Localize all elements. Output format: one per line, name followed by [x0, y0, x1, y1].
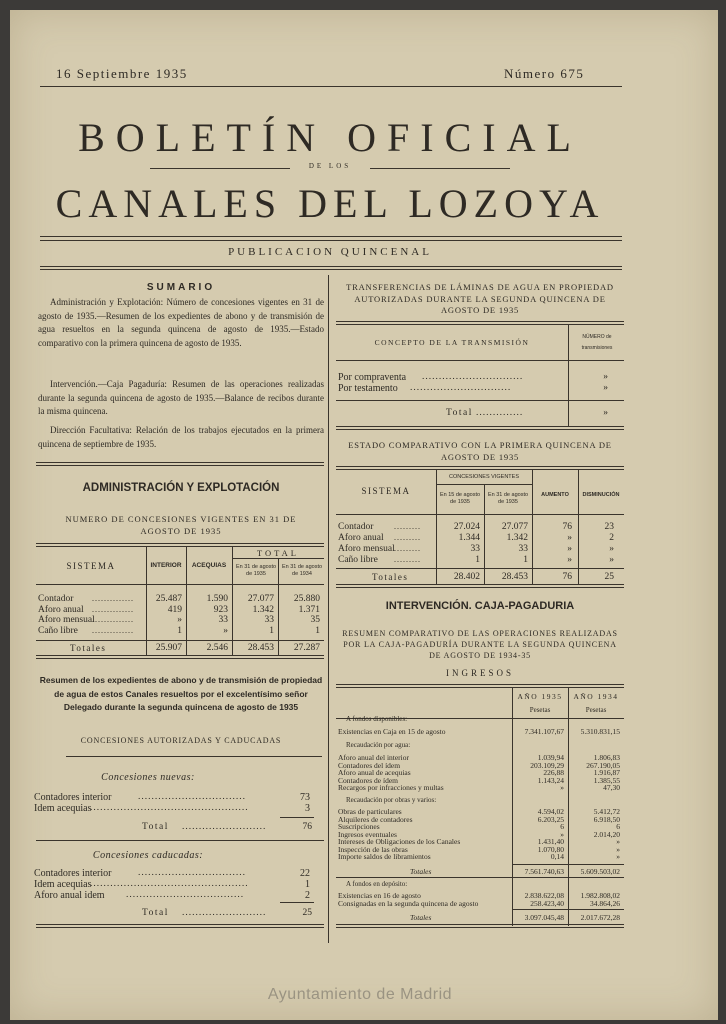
leader-dots: ...............................................: [90, 879, 249, 889]
admin-col-1935: En 31 de agosto de 1935: [235, 564, 277, 577]
sumario-heading: SUMARIO: [146, 282, 216, 293]
admin-col-total: TOTAL: [256, 548, 300, 558]
admin-col-sistema: SISTEMA: [66, 561, 116, 571]
caducadas-row-value: 2: [305, 890, 310, 901]
admin-total-interior: 25.907: [155, 643, 182, 653]
leader-dots: ................................: [138, 792, 246, 802]
deposito-row-1935: 258.423,40: [530, 899, 564, 908]
agua-row-label: Aforo anual del interior: [338, 753, 410, 762]
existencias-1934: 5.310.831,15: [580, 727, 620, 736]
obras-row-1934: »: [616, 837, 620, 846]
deposito-row-1935: 2.838.622,08: [524, 891, 564, 900]
title-line1: BOLETÍN OFICIAL: [78, 115, 582, 160]
resumen-sub: CONCESIONES AUTORIZADAS Y CADUCADAS: [80, 736, 282, 745]
agua-row-1935: »: [560, 783, 564, 792]
caducadas-row-value: 22: [300, 868, 310, 879]
admin-row-label: Aforo mensual: [38, 615, 95, 625]
caducadas-title: Concesiones caducadas:: [92, 850, 204, 861]
sum1-1934: 5.609.503,02: [580, 867, 620, 876]
admin-total-1935: 28.453: [247, 643, 274, 653]
agua-row-label: Contadores de ídem: [338, 775, 398, 785]
admin-cell-1935: 27.077: [247, 594, 274, 604]
pesetas-1934: Pesetas: [585, 706, 607, 714]
comparativo-col-15: En 15 de agosto de 1935: [439, 492, 481, 505]
leader-dots: .........: [394, 533, 421, 542]
deposito-row-label: Existencias en 16 de agosto: [338, 891, 421, 900]
transferencias-row-value: »: [603, 372, 608, 382]
obras-row-label: Suscripciones: [338, 822, 380, 831]
admin-cell-interior: 25.487: [155, 594, 182, 604]
ingresos-s1: A fondos disponibles:: [346, 715, 408, 723]
comparativo-row-label: Aforo mensual: [338, 544, 395, 554]
obras-row-label: Ingresos eventuales: [338, 829, 397, 839]
nuevas-row-label: Contadores interior: [34, 792, 112, 803]
comparativo-total-disminucion: 25: [604, 572, 614, 582]
sum1-label: Totales: [410, 867, 432, 876]
comparativo-col-sistema: SISTEMA: [361, 486, 411, 496]
agua-row-1935: 1.143,24: [537, 775, 564, 785]
comparativo-cell-15: 1.344: [458, 533, 480, 543]
ingresos-s4: A fondos en depósito:: [346, 880, 408, 888]
leader-dots: .........: [394, 544, 421, 553]
title-de: DE LOS: [308, 162, 352, 170]
admin-col-interior: INTERIOR: [150, 562, 182, 569]
nuevas-row-value: 3: [305, 803, 310, 814]
comparativo-cell-aumento: 76: [562, 522, 572, 532]
admin-cell-1935: 1: [269, 625, 274, 636]
comparativo-total-15: 28.402: [453, 572, 480, 582]
ingresos-col-1935: AÑO 1935: [517, 692, 563, 701]
transferencias-total-value: »: [603, 408, 608, 418]
caducadas-row-label: Idem acequias: [34, 879, 92, 890]
transferencias-col-numero: NÚMERO de transmisiones: [581, 334, 613, 351]
comparativo-col-aumento: AUMENTO: [541, 492, 569, 498]
leader-dots: .........: [394, 522, 421, 531]
obras-row-1934: 6: [616, 822, 620, 831]
agua-row-1934: 267.190,05: [586, 760, 620, 770]
admin-cell-1934: 25.880: [293, 594, 320, 604]
admin-heading: ADMINISTRACIÓN Y EXPLOTACIÓN: [82, 482, 280, 494]
leader-dots: ..............................: [422, 372, 524, 382]
admin-cell-1934: 1.371: [298, 604, 320, 615]
obras-row-1935: 1.431,40: [537, 837, 564, 846]
admin-cell-interior: 1: [177, 625, 182, 636]
admin-total-acequias: 2.546: [206, 643, 228, 653]
admin-cell-1935: 33: [264, 615, 274, 625]
comparativo-cell-31: 1.342: [506, 533, 528, 543]
caducadas-total-value: 25: [302, 908, 312, 918]
admin-totals-label: Totales: [70, 643, 107, 653]
leader-dots: ..............: [92, 615, 134, 624]
comparativo-cell-15: 1: [475, 555, 480, 565]
intervencion-heading: INTERVENCIÓN. CAJA-PAGADURIA: [385, 600, 575, 612]
obras-row-label: Alquileres de contadores: [338, 814, 413, 824]
caducadas-row-label: Contadores interior: [34, 868, 112, 879]
comparativo-cell-31: 1: [523, 555, 528, 565]
title-line2: CANALES DEL LOZOYA: [55, 181, 605, 226]
obras-row-1934: »: [616, 852, 620, 861]
transferencias-total-label: Total: [446, 408, 473, 418]
sumario-p1: Administración y Explotación: Número de concesiones vigentes en 31 de agosto de 1935.—Resumen de los expedientes de abono y de transmisión de agua resueltos en la segunda quincena de agosto de 1935.—Estado comparativo con la primera quincena de agosto de 1935.: [38, 297, 324, 348]
agua-row-1935: 1.039,94: [537, 753, 564, 762]
agua-row-1935: 203.109,29: [530, 760, 564, 770]
ingresos-heading: INGRESOS: [445, 668, 514, 678]
admin-col-1934: En 31 de agosto de 1934: [281, 564, 323, 577]
leader-dots: ..............: [92, 625, 134, 635]
deposito-row-1934: 34.864,26: [590, 899, 620, 908]
comparativo-cell-disminucion: 23: [604, 522, 614, 532]
transferencias-row-label: Por compraventa: [338, 372, 407, 383]
pesetas-1935: Pesetas: [529, 706, 551, 714]
comparativo-cell-15: 33: [470, 544, 480, 554]
transferencias-col-concepto: CONCEPTO DE LA TRANSMISIÓN: [374, 338, 530, 347]
comparativo-col-31: En 31 de agosto de 1935: [487, 492, 529, 505]
caducadas-row-label: Aforo anual idem: [34, 890, 105, 901]
obras-row-label: Intereses de Obligaciones de los Canales: [338, 837, 461, 846]
admin-row-label: Contador: [38, 594, 74, 604]
leader-dots: ..............: [92, 594, 134, 603]
admin-cell-acequias: 923: [213, 604, 228, 615]
ingresos-s3: Recaudación por obras y varios:: [346, 796, 437, 804]
sum2-1934: 2.017.672,28: [580, 913, 620, 922]
obras-row-1934: 5.412,72: [593, 807, 620, 816]
agua-row-label: Recargos por infracciones y multas: [338, 783, 444, 792]
transferencias-heading: TRANSFERENCIAS DE LÁMINAS DE AGUA EN PROPIEDAD AUTORIZADAS DURANTE LA SEGUNDA QUINCENA DE AGOSTO DE 1935: [346, 282, 614, 315]
obras-row-1935: 4.594,02: [537, 807, 564, 816]
issue-date: 16 Septiembre 1935: [56, 66, 188, 81]
admin-cell-acequias: 1.590: [206, 594, 228, 604]
admin-row-label: Aforo anual: [38, 604, 84, 615]
comparativo-col-disminucion: DISMINUCIÓN: [582, 492, 620, 498]
transferencias-row-value: »: [603, 383, 608, 393]
nuevas-total-label: Total: [142, 822, 169, 832]
obras-row-1934: 6.918,50: [593, 814, 620, 824]
comparativo-cell-disminucion: 2: [609, 533, 614, 543]
agua-row-1934: 1.916,87: [593, 768, 620, 777]
admin-cell-acequias: »: [223, 625, 228, 636]
leader-dots: ...............................................: [90, 803, 249, 813]
obras-row-1934: 2.014,20: [593, 829, 620, 839]
intervencion-sub: RESUMEN COMPARATIVO DE LAS OPERACIONES REALIZADAS POR LA CAJA-PAGADURÍA DURANTE LA SEGUNDA QUINCENA DE AGOSTO DE 1934-35: [342, 629, 618, 660]
deposito-row-1934: 1.982.808,02: [580, 891, 620, 900]
comparativo-row-label: Aforo anual: [338, 533, 384, 543]
agua-row-1934: 47,30: [603, 783, 620, 792]
comparativo-row-label: Contador: [338, 522, 374, 532]
comparativo-col-concesiones: CONCESIONES VIGENTES: [449, 474, 519, 480]
leader-dots: .........: [394, 555, 421, 564]
comparativo-cell-31: 33: [518, 544, 528, 554]
subtitle: PUBLICACION QUINCENAL: [228, 246, 432, 258]
comparativo-cell-disminucion: »: [609, 544, 614, 554]
sumario-p3: Dirección Facultativa: Relación de los trabajos ejecutados en la primera quincena de septiembre de 1935.: [38, 425, 324, 449]
comparativo-total-aumento: 76: [562, 572, 572, 582]
resumen-heading: Resumen de los expedientes de abono y de transmisión de propiedad de agua de estos Canales resueltos por el excelentísimo señor Delegado durante la segunda quincena de agosto de 1935: [39, 675, 323, 712]
admin-subheading: NUMERO DE CONCESIONES VIGENTES EN 31 DE AGOSTO DE 1935: [65, 514, 297, 536]
caducadas-row-value: 1: [305, 879, 310, 890]
leader-dots: ................................: [138, 868, 246, 878]
existencias-1935: 7.341.107,67: [524, 727, 564, 736]
admin-row-label: Caño libre: [38, 625, 78, 636]
deposito-row-label: Consignadas en la segunda quincena de agosto: [338, 899, 479, 908]
caducadas-total-label: Total: [142, 908, 169, 918]
admin-cell-1934: 35: [310, 615, 320, 625]
admin-cell-interior: 419: [167, 604, 182, 615]
nuevas-title: Concesiones nuevas:: [101, 772, 195, 783]
nuevas-total-value: 76: [302, 822, 312, 832]
admin-cell-1935: 1.342: [252, 604, 274, 615]
ingresos-s2: Recaudación por agua:: [346, 741, 411, 749]
comparativo-row-label: Caño libre: [338, 555, 378, 565]
page: 16 Septiembre 1935 Número 675 BOLETÍN OFICIAL DE LOS CANALES DEL LOZOYA PUBLICACION QUINCENAL SUMARIO Administración y Explotación: Número de concesiones vigentes en 31 de agosto de 1935.—Resumen de los expedientes de abono y de transmisión de agua resueltos en la segunda quincena de agosto de 1935.—Estado comparativo con la primera quincena de agosto de 1935. Intervención.—Caja Pagaduría: Resumen de las operaciones realizadas durante la segunda quincena de agosto de 1935.—Balance de recibos durante la misma quincena. Dirección Facultativa: Relación de los trabajos ejecutados en la primera quincena de septiembre de 1935. ADMINISTRACIÓN Y EXPLOTACIÓN NUMERO DE CONCESIONES VIGENTES EN 31 DE AGOSTO DE 1935 SISTEMA INTERIOR ACEQUIAS TOTAL En 31 de agosto de 1935 En 31 de agosto de 1934 Resumen de los expedientes de abono y de transmisión de propiedad de agua de estos Canales resueltos por el excelentísimo señor Delegado durante la segunda quincena de agosto de 1935 CONCESIONES AUTORIZADAS Y CADUCADAS Concesiones nuevas: Total ......................... 76 Concesiones caducadas: Total ......................... 25 TRANSFERENCIAS DE LÁMINAS DE AGUA EN PROPIEDAD AUTORIZADAS DURANTE LA SEGUNDA QUINCENA DE AGOSTO DE 1935 CONCEPTO DE LA TRANSMISIÓN NÚMERO de transmisiones Total .............. » ESTADO COMPARATIVO CON LA PRIMERA QUINCENA DE AGOSTO DE 1935 SISTEMA CONCESIONES VIGENTES En 15 de agosto de 1935 En 31 de agosto de 1935 AUMENTO DISMINUCIÓN INTERVENCIÓN. CAJA-PAGADURIA RESUMEN COMPARATIVO DE LAS OPERACIONES REALIZADAS POR LA CAJA-PAGADURÍA DURANTE LA SEGUNDA QUINCENA DE AGOSTO DE 1934-35 INGRESOS AÑO 1935 AÑO 1934 Pesetas Pesetas A fondos disponibles: Ayuntamiento de Madrid Contador .............. 25.487 1.590 27.077 25.880 Aforo anual .............. 419 923 1.342 1.371 Aforo mensual .............. » 33 33 35 Caño libre .............. 1 » 1 1 Totales 25.907 2.546 28.453 27.287 Contadores interior ................................ 73 Idem acequias ............................................... 3 Contadores interior ................................ 22 Idem acequias ............................................... 1 Aforo anual idem ................................... 2 Por compraventa .............................. » Por testamento .............................. » Contador ......... 27.024 27.077 76 23 Aforo anual ......... 1.344 1.342 » 2 Aforo mensual ......... 33 33 » » Caño libre ......... 1 1 » » Totales 28.402 28.453 76 25 Existencias en Caja en 15 de agosto 7.341.107,67 5.310.831,15 Recaudación por agua: Aforo anual del interior 1.039,94 1.806,83 Contadores del ídem 203.109,29 267.190,05 Aforo anual de acequias 226,88 1.916,87 Contadores de ídem 1.143,24 1.385,55 Recargos por infracciones y multas » 47,30 Recaudación por obras y varios: Obras de particulares 4.594,02 5.412,72 Alquileres de contadores 6.203,25 6.918,50 Suscripciones 6 6 Ingresos eventuales » 2.014,20 Intereses de Obligaciones de los Canales 1.431,40 » Inspección de las obras 1.070,80 » Importe saldos de libramientos 0,14 » Totales 7.561.740,63 5.609.503,02 A fondos en depósito: Existencias en 16 de agosto 2.838.622,08 1.982.808,02 Consignadas en la segunda quincena de agosto 258.423,40 34.864,26 Totales 3.097.045,48 2.017.672,28: [10, 10, 718, 1020]
obras-row-1935: 0,14: [550, 852, 564, 861]
admin-total-1934: 27.287: [293, 643, 320, 653]
sum2-1935: 3.097.045,48: [524, 913, 564, 922]
comparativo-cell-15: 27.024: [453, 522, 480, 532]
comparativo-totals-label: Totales: [372, 572, 409, 582]
obras-row-label: Obras de particulares: [338, 807, 402, 816]
comparativo-cell-disminucion: »: [609, 555, 614, 565]
leader-dots: ..............................: [410, 383, 512, 393]
obras-row-label: Importe saldos de libramientos: [338, 852, 431, 861]
leader-dots: ..............: [92, 604, 134, 614]
admin-cell-interior: »: [177, 615, 182, 625]
obras-row-label: Inspección de las obras: [338, 844, 408, 854]
nuevas-row-label: Idem acequias: [34, 803, 92, 814]
admin-cell-acequias: 33: [218, 615, 228, 625]
agua-row-1934: 1.385,55: [593, 775, 620, 785]
nuevas-row-value: 73: [300, 792, 310, 803]
transferencias-row-label: Por testamento: [338, 383, 398, 394]
admin-col-acequias: ACEQUIAS: [191, 562, 227, 569]
sum2-label: Totales: [410, 913, 432, 922]
agua-row-label: Aforo anual de acequias: [338, 768, 411, 777]
agua-row-label: Contadores del ídem: [338, 760, 401, 770]
admin-cell-1934: 1: [315, 625, 320, 636]
obras-row-1935: 1.070,80: [537, 844, 564, 854]
obras-row-1935: 6: [560, 822, 564, 831]
comparativo-total-31: 28.453: [501, 572, 528, 582]
comparativo-cell-aumento: »: [567, 544, 572, 554]
comparativo-cell-aumento: »: [567, 533, 572, 543]
agua-row-1935: 226,88: [543, 768, 564, 777]
sum1-1935: 7.561.740,63: [524, 867, 564, 876]
comparativo-cell-aumento: »: [567, 555, 572, 565]
agua-row-1934: 1.806,83: [593, 753, 620, 762]
comparativo-heading: ESTADO COMPARATIVO CON LA PRIMERA QUINCENA DE AGOSTO DE 1935: [348, 440, 612, 462]
obras-row-1935: »: [560, 829, 564, 839]
issue-number: Número 675: [504, 66, 585, 81]
sumario-p2: Intervención.—Caja Pagaduría: Resumen de las operaciones realizadas durante la segunda quincena de agosto de 1935.—Balance de recibos durante la misma quincena.: [38, 379, 324, 416]
existencias-label: Existencias en Caja en 15 de agosto: [338, 727, 446, 736]
obras-row-1935: 6.203,25: [537, 814, 564, 824]
leader-dots: ...................................: [126, 890, 245, 900]
comparativo-cell-31: 27.077: [501, 522, 528, 532]
watermark: Ayuntamiento de Madrid: [267, 986, 453, 1003]
ingresos-col-1934: AÑO 1934: [573, 692, 619, 701]
obras-row-1934: »: [616, 844, 620, 854]
